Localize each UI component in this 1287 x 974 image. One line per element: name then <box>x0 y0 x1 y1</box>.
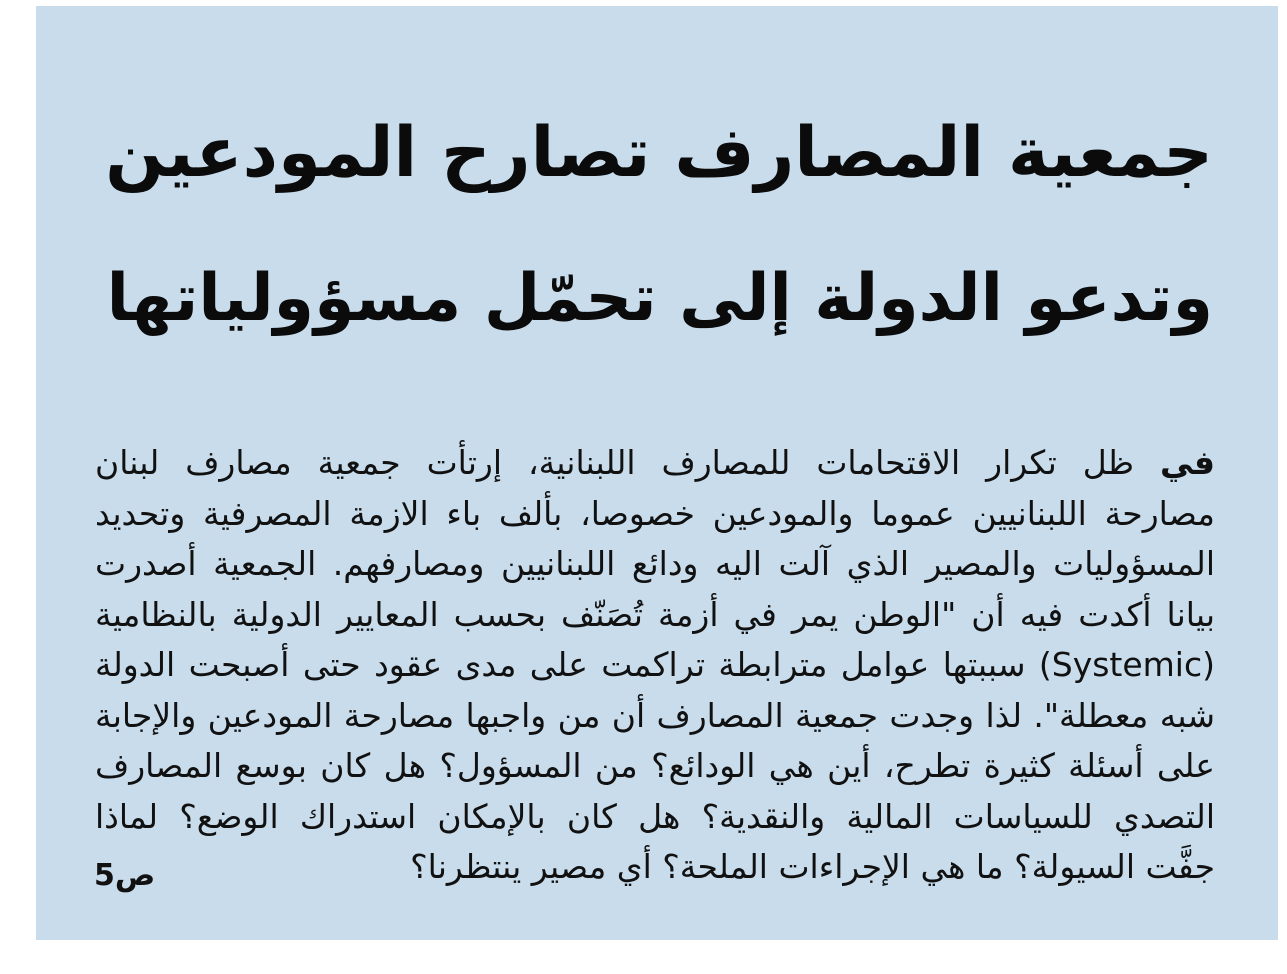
article-line-1-text: ظل تكرار الاقتحامات للمصارف اللبنانية، إرتأت جمعية مصارف لبنان <box>95 443 1160 482</box>
article-line-9: جفَّت السيولة؟ ما هي الإجراءات الملحة؟ أي مصير ينتظرنا؟ <box>410 847 1215 886</box>
article-line-1 <box>95 438 1215 489</box>
headline <box>93 80 1213 372</box>
lead-word: في <box>1160 443 1215 482</box>
page-reference: ص5 <box>94 858 156 893</box>
article-body <box>95 438 1215 893</box>
article-line-6: شبه معطلة". لذا وجدت جمعية المصارف أن من واجبها مصارحة المودعين والإجابة <box>95 695 1215 735</box>
article-line-8: التصدي للسياسات المالية والنقدية؟ هل كان بالإمكان استدراك الوضع؟ لماذا <box>95 796 1215 836</box>
article-line-7: على أسئلة كثيرة تطرح، أين هي الودائع؟ من المسؤول؟ هل كان بوسع المصارف <box>95 746 1215 785</box>
page-margin <box>1278 0 1287 974</box>
article-line-5: (Systemic) سببتها عوامل مترابطة تراكمت على مدى عقود حتى أصبحت الدولة <box>95 645 1215 684</box>
article-line-4: بيانا أكدت فيه أن "الوطن يمر في أزمة تُصَنّف بحسب المعايير الدولية بالنظامية <box>95 594 1215 634</box>
headline-line-1: جمعية المصارف تصارح المودعين <box>105 113 1213 193</box>
headline-line-2: وتدعو الدولة إلى تحمّل مسؤولياتها <box>106 261 1213 336</box>
article-line-2: مصارحة اللبنانيين عموما والمودعين خصوصا، بألف باء الازمة المصرفية وتحديد <box>95 493 1215 533</box>
article-line-3: المسؤوليات والمصير الذي آلت اليه ودائع اللبنانيين ومصارفهم. الجمعية أصدرت <box>95 544 1215 583</box>
